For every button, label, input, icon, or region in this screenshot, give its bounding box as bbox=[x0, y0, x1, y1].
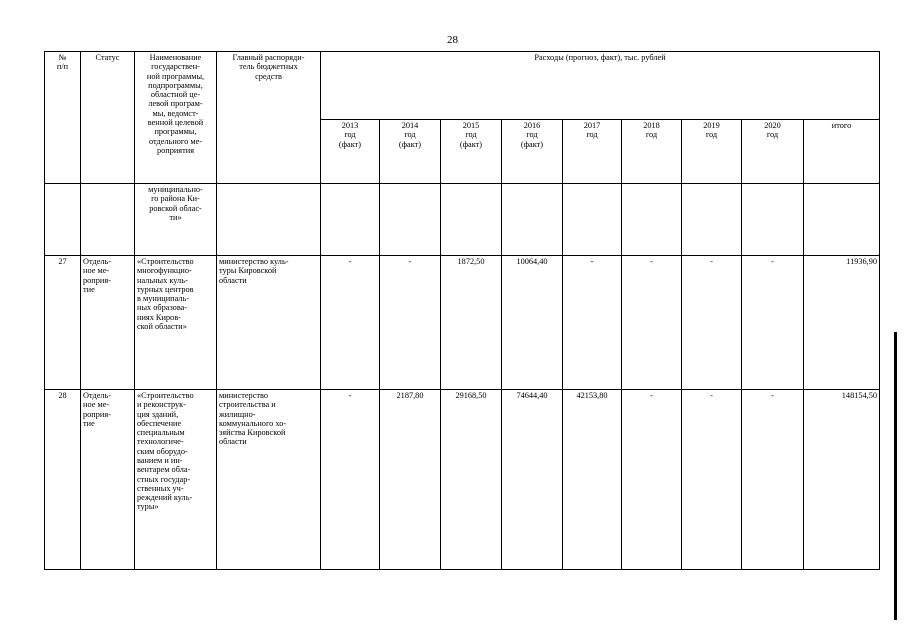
row-status: Отдель- ное ме- роприя- тие bbox=[81, 256, 135, 390]
row-admin bbox=[217, 184, 321, 256]
table-row bbox=[45, 390, 880, 570]
row-value-2017: 42153,80 bbox=[563, 390, 622, 570]
header-year-2018: 2018 год bbox=[622, 120, 682, 184]
row-value-2013: - bbox=[321, 390, 380, 570]
row-admin: министерство строительства и жилищно- коммунального хо- зяйства Кировской области bbox=[217, 390, 321, 570]
row-value-2020: - bbox=[742, 390, 804, 570]
row-value-2014: - bbox=[380, 256, 441, 390]
row-value-2014 bbox=[380, 184, 441, 256]
row-value-total bbox=[804, 184, 880, 256]
row-num: 27 bbox=[45, 256, 81, 390]
row-value-2017 bbox=[563, 184, 622, 256]
header-admin: Главный распоряди- тель бюджетных средств bbox=[217, 52, 321, 184]
row-value-2020: - bbox=[742, 256, 804, 390]
row-value-2015: 29168,50 bbox=[441, 390, 502, 570]
row-value-total: 148154,50 bbox=[804, 390, 880, 570]
row-name: «Строительство и реконструк- ция зданий, обеспечение специальным технологиче- ским оборудо- ванием и ин- вентарем обла- стных государ- ственных уч- реждений куль- туры» bbox=[135, 390, 217, 570]
table-row bbox=[45, 184, 880, 256]
header-name: Наименование государствен- ной программы, подпрограммы, областной це- левой програм- мы, ведомст- венной целевой программы, отдельного ме- роприятия bbox=[135, 52, 217, 184]
row-value-2019 bbox=[682, 184, 742, 256]
table-row bbox=[45, 256, 880, 390]
row-value-2019: - bbox=[682, 256, 742, 390]
row-value-2018: - bbox=[622, 390, 682, 570]
table-header-row bbox=[45, 52, 880, 120]
page-number: 28 bbox=[447, 34, 458, 46]
row-value-2017: - bbox=[563, 256, 622, 390]
row-name: муниципально- го района Ки- ровской облас- ти» bbox=[135, 184, 217, 256]
row-value-2016: 10064,40 bbox=[502, 256, 563, 390]
row-num bbox=[45, 184, 81, 256]
header-year-2017: 2017 год bbox=[563, 120, 622, 184]
header-total: итого bbox=[804, 120, 880, 184]
row-value-2019: - bbox=[682, 390, 742, 570]
expenses-table bbox=[44, 51, 880, 570]
row-value-2020 bbox=[742, 184, 804, 256]
row-value-2013 bbox=[321, 184, 380, 256]
row-admin: министерство куль- туры Кировской области bbox=[217, 256, 321, 390]
row-num: 28 bbox=[45, 390, 81, 570]
row-value-2018 bbox=[622, 184, 682, 256]
row-status bbox=[81, 184, 135, 256]
header-expenses: Расходы (прогноз, факт), тыс. рублей bbox=[321, 52, 880, 120]
header-status: Статус bbox=[81, 52, 135, 184]
row-value-2016: 74644,40 bbox=[502, 390, 563, 570]
row-value-2014: 2187,80 bbox=[380, 390, 441, 570]
header-year-2016: 2016 год (факт) bbox=[502, 120, 563, 184]
row-value-2016 bbox=[502, 184, 563, 256]
header-year-2020: 2020 год bbox=[742, 120, 804, 184]
row-name: «Строительство многофункцио- нальных куль- турных центров в муниципаль- ных образова- ниях Киров- ской области» bbox=[135, 256, 217, 390]
row-status: Отдель- ное ме- роприя- тие bbox=[81, 390, 135, 570]
row-value-2015 bbox=[441, 184, 502, 256]
row-value-2015: 1872,50 bbox=[441, 256, 502, 390]
row-value-2018: - bbox=[622, 256, 682, 390]
header-year-2015: 2015 год (факт) bbox=[441, 120, 502, 184]
header-year-2013: 2013 год (факт) bbox=[321, 120, 380, 184]
header-year-2014: 2014 год (факт) bbox=[380, 120, 441, 184]
header-year-2019: 2019 год bbox=[682, 120, 742, 184]
header-num: № п/п bbox=[45, 52, 81, 184]
scan-edge-bar bbox=[894, 332, 897, 620]
row-value-total: 11936,90 bbox=[804, 256, 880, 390]
row-value-2013: - bbox=[321, 256, 380, 390]
